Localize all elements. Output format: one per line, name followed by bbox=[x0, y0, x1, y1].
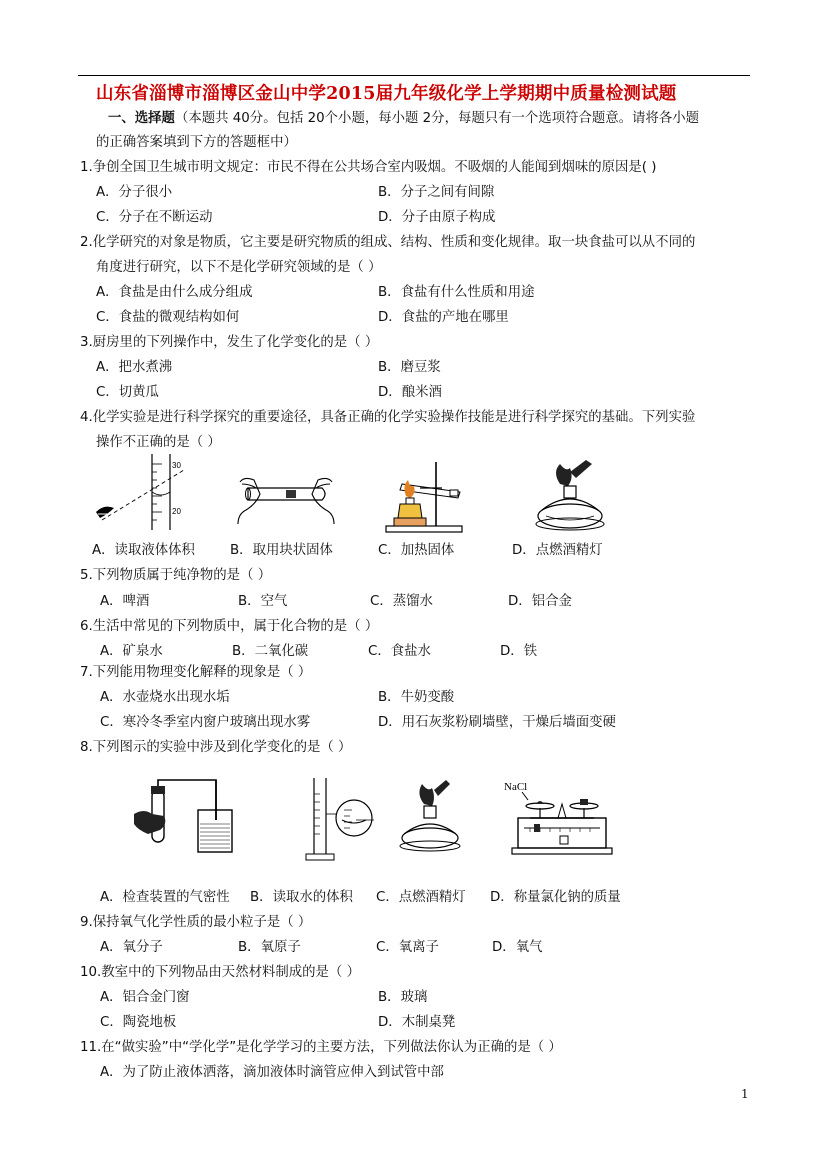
q9-option-a: A．氧分子 bbox=[100, 940, 163, 955]
q3-option-d: D．酿米酒 bbox=[378, 385, 442, 400]
q8-option-d: D．称量氯化钠的质量 bbox=[490, 890, 621, 905]
q4-option-b: B．取用块状固体 bbox=[230, 543, 333, 558]
q3-option-c: C．切黄瓜 bbox=[96, 385, 159, 400]
q8-figure-b-read-volume bbox=[298, 774, 378, 864]
q10-option-b: B．玻璃 bbox=[378, 990, 428, 1005]
question-4-cont: 操作不正确的是（ ） bbox=[96, 435, 221, 450]
q5-option-c: C．蒸馏水 bbox=[370, 594, 433, 609]
question-2: 2.化学研究的对象是物质，它主要是研究物质的组成、结构、性质和变化规律。取一块食盐可以从不同的 bbox=[80, 235, 696, 250]
header-rule bbox=[78, 75, 750, 76]
q7-option-a: A．水壶烧水出现水垢 bbox=[100, 690, 230, 705]
cylinder-mark-20: 20 bbox=[172, 507, 181, 516]
section-label: 一、选择题 bbox=[108, 111, 175, 126]
question-8: 8.下列图示的实验中涉及到化学变化的是（ ） bbox=[80, 740, 352, 755]
q10-option-d: D．木制桌凳 bbox=[378, 1015, 456, 1030]
q5-option-d: D．铝合金 bbox=[508, 594, 572, 609]
section-instructions: （本题共 40分。包括 20个小题，每小题 2分，每题只有一个选项符合题意。请将各小题 bbox=[174, 111, 699, 126]
q1-option-c: C．分子在不断运动 bbox=[96, 210, 213, 225]
q2-option-b: B．食盐有什么性质和用途 bbox=[378, 285, 535, 300]
q9-option-d: D．氧气 bbox=[492, 940, 543, 955]
question-3: 3.厨房里的下列操作中，发生了化学变化的是（ ） bbox=[80, 335, 379, 350]
question-2-cont: 角度进行研究，以下不是化学研究领域的是（ ） bbox=[96, 260, 382, 275]
q5-option-a: A．啤酒 bbox=[100, 594, 150, 609]
page-title: 山东省淄博市淄博区金山中学2015届九年级化学上学期期中质量检测试题 bbox=[96, 84, 677, 104]
nacl-label: NaCl bbox=[504, 781, 528, 793]
q8-option-a: A．检查装置的气密性 bbox=[100, 890, 230, 905]
section-heading bbox=[108, 107, 699, 126]
q2-option-c: C．食盐的微观结构如何 bbox=[96, 310, 240, 325]
q8-option-b: B．读取水的体积 bbox=[250, 890, 353, 905]
q8-figure-c-alcohol-lamp bbox=[398, 778, 464, 854]
question-5: 5.下列物质属于纯净物的是（ ） bbox=[80, 568, 272, 583]
q6-option-d: D．铁 bbox=[500, 644, 538, 659]
q5-option-b: B．空气 bbox=[238, 594, 288, 609]
q1-option-d: D．分子由原子构成 bbox=[378, 210, 496, 225]
question-1: 1.争创全国卫生城市明文规定：市民不得在公共场合室内吸烟。不吸烟的人能闻到烟味的原因是( ) bbox=[80, 160, 657, 175]
q4-figure-d-alcohol-lamp bbox=[530, 458, 610, 532]
q1-option-a: A．分子很小 bbox=[96, 185, 173, 200]
q6-option-c: C．食盐水 bbox=[368, 644, 431, 659]
q2-option-a: A．食盐是由什么成分组成 bbox=[96, 285, 253, 300]
question-11: 11.在“做实验”中“学化学”是化学学习的主要方法，下列做法你认为正确的是（ ） bbox=[80, 1040, 562, 1055]
q6-option-a: A．矿泉水 bbox=[100, 644, 163, 659]
q9-option-c: C．氧离子 bbox=[376, 940, 439, 955]
question-4: 4.化学实验是进行科学探究的重要途径，具备正确的化学实验操作技能是进行科学探究的基础。下列实验 bbox=[80, 410, 696, 425]
q10-option-a: A．铝合金门窗 bbox=[100, 990, 190, 1005]
q4-option-a: A．读取液体体积 bbox=[92, 543, 195, 558]
q3-option-b: B．磨豆浆 bbox=[378, 360, 441, 375]
q1-option-b: B．分子之间有间隙 bbox=[378, 185, 495, 200]
q4-option-d: D．点燃酒精灯 bbox=[512, 543, 603, 558]
q11-option-a: A．为了防止液体洒落，滴加液体时滴管应伸入到试管中部 bbox=[100, 1065, 444, 1080]
q3-option-a: A．把水煮沸 bbox=[96, 360, 173, 375]
q8-figure-a-airtightness bbox=[130, 780, 240, 856]
q8-option-c: C．点燃酒精灯 bbox=[376, 890, 466, 905]
q4-figure-b-test-tube bbox=[236, 470, 336, 530]
q10-option-c: C．陶瓷地板 bbox=[100, 1015, 177, 1030]
q4-option-c: C．加热固体 bbox=[378, 543, 455, 558]
q7-option-b: B．牛奶变酸 bbox=[378, 690, 455, 705]
q6-option-b: B．二氧化碳 bbox=[232, 644, 309, 659]
q7-option-d: D．用石灰浆粉刷墙壁，干燥后墙面变硬 bbox=[378, 715, 616, 730]
page-number: 1 bbox=[741, 1087, 749, 1101]
section-instructions-cont: 的正确答案填到下方的答题框中） bbox=[96, 135, 297, 150]
q2-option-d: D．食盐的产地在哪里 bbox=[378, 310, 509, 325]
question-10: 10.教室中的下列物品由天然材料制成的是（ ） bbox=[80, 965, 360, 980]
q9-option-b: B．氧原子 bbox=[238, 940, 301, 955]
q4-figure-c-heating bbox=[380, 456, 470, 534]
q8-figure-d-balance bbox=[500, 780, 616, 862]
cylinder-mark-30: 30 bbox=[172, 461, 181, 470]
q7-option-c: C．寒冷冬季室内窗户玻璃出现水雾 bbox=[100, 715, 311, 730]
question-9: 9.保持氧气化学性质的最小粒子是（ ） bbox=[80, 915, 312, 930]
question-7: 7.下列能用物理变化解释的现象是（ ） bbox=[80, 665, 312, 680]
q4-figure-a-cylinder bbox=[92, 452, 192, 534]
question-6: 6.生活中常见的下列物质中，属于化合物的是（ ） bbox=[80, 619, 379, 634]
